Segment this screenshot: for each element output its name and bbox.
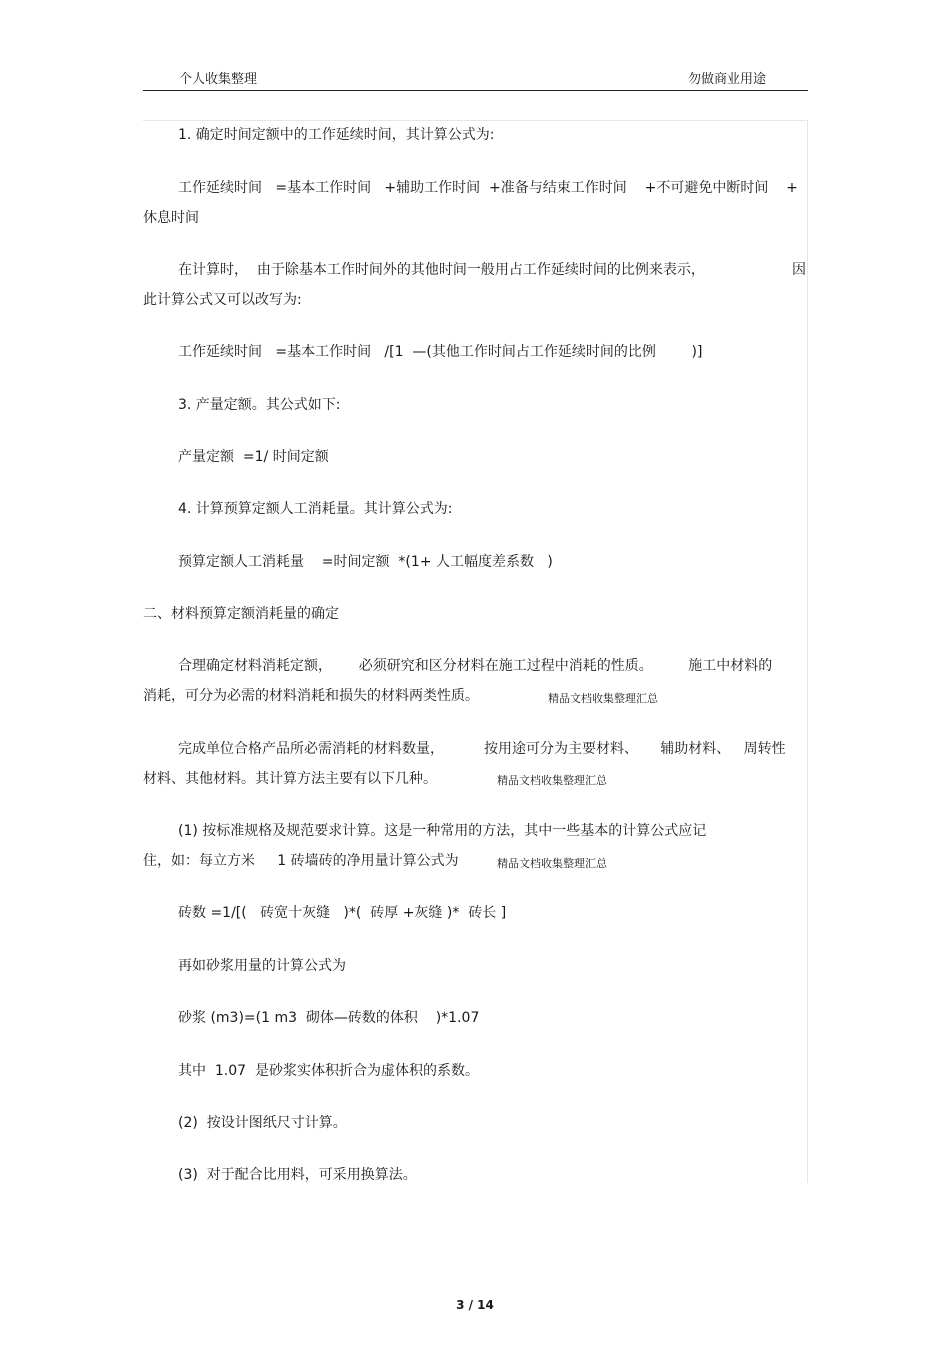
- paragraph-line: 完成单位合格产品所必需消耗的材料数量， 按用途可分为主要材料、 辅助材料、 周转性: [178, 741, 786, 757]
- formula-line: 产量定额 =1/ 时间定额: [178, 449, 329, 465]
- paragraph-line: 在计算时， 由于除基本工作时间外的其他时间一般用占工作延续时间的比例来表示，: [178, 262, 705, 278]
- page-number: 3 / 14: [456, 1298, 494, 1312]
- paragraph-line: 3. 产量定额。其公式如下:: [178, 397, 341, 413]
- paragraph-line: 消耗，可分为必需的材料消耗和损失的材料两类性质。: [143, 688, 479, 704]
- paragraph-line: (1) 按标准规格及规范要求计算。这是一种常用的方法，其中一些基本的计算公式应记: [178, 823, 707, 839]
- paragraph-line: 此计算公式又可以改写为:: [143, 292, 302, 308]
- page-header: [143, 66, 808, 91]
- formula-line: 工作延续时间 =基本工作时间 +辅助工作时间 +准备与结束工作时间 +不可避免中断时间 +: [178, 180, 798, 196]
- formula-line: 休息时间: [143, 210, 199, 226]
- formula-line: 预算定额人工消耗量 =时间定额 *(1+ 人工幅度差系数 ): [178, 554, 553, 570]
- paragraph-line: 再如砂浆用量的计算公式为: [178, 958, 346, 974]
- paragraph-line: 住，如：每立方米 1 砖墙砖的净用量计算公式为: [143, 853, 459, 869]
- paragraph-line: (3) 对于配合比用料，可采用换算法。: [178, 1167, 417, 1183]
- formula-line: 工作延续时间 =基本工作时间 /[1 —(其他工作时间占工作延续时间的比例 )]: [178, 344, 703, 360]
- header-left-text: 个人收集整理: [179, 72, 258, 87]
- formula-line: 砂浆 (m3)=(1 m3 砌体—砖数的体积 )*1.07: [178, 1010, 480, 1026]
- paragraph-line: 1. 确定时间定额中的工作延续时间，其计算公式为:: [178, 127, 495, 143]
- watermark-note: 精品文档收集整理汇总: [497, 774, 607, 787]
- paragraph-line: 4. 计算预算定额人工消耗量。其计算公式为:: [178, 501, 453, 517]
- watermark-note: 精品文档收集整理汇总: [548, 692, 658, 705]
- paragraph-line: (2) 按设计图纸尺寸计算。: [178, 1115, 347, 1131]
- paragraph-line: 合理确定材料消耗定额， 必须研究和区分材料在施工过程中消耗的性质。 施工中材料的: [178, 658, 773, 674]
- formula-line: 砖数 =1/[( 砖宽十灰缝 )*( 砖厚 +灰缝 )* 砖长 ]: [178, 905, 507, 921]
- paragraph-line: 其中 1.07 是砂浆实体积折合为虚体积的系数。: [178, 1063, 479, 1079]
- header-right-text: 勿做商业用途: [687, 72, 766, 87]
- watermark-note: 精品文档收集整理汇总: [497, 857, 607, 870]
- paragraph-line: 因: [792, 262, 806, 278]
- section-heading: 二、材料预算定额消耗量的确定: [143, 606, 339, 622]
- paragraph-line: 材料、其他材料。其计算方法主要有以下几种。: [143, 771, 437, 787]
